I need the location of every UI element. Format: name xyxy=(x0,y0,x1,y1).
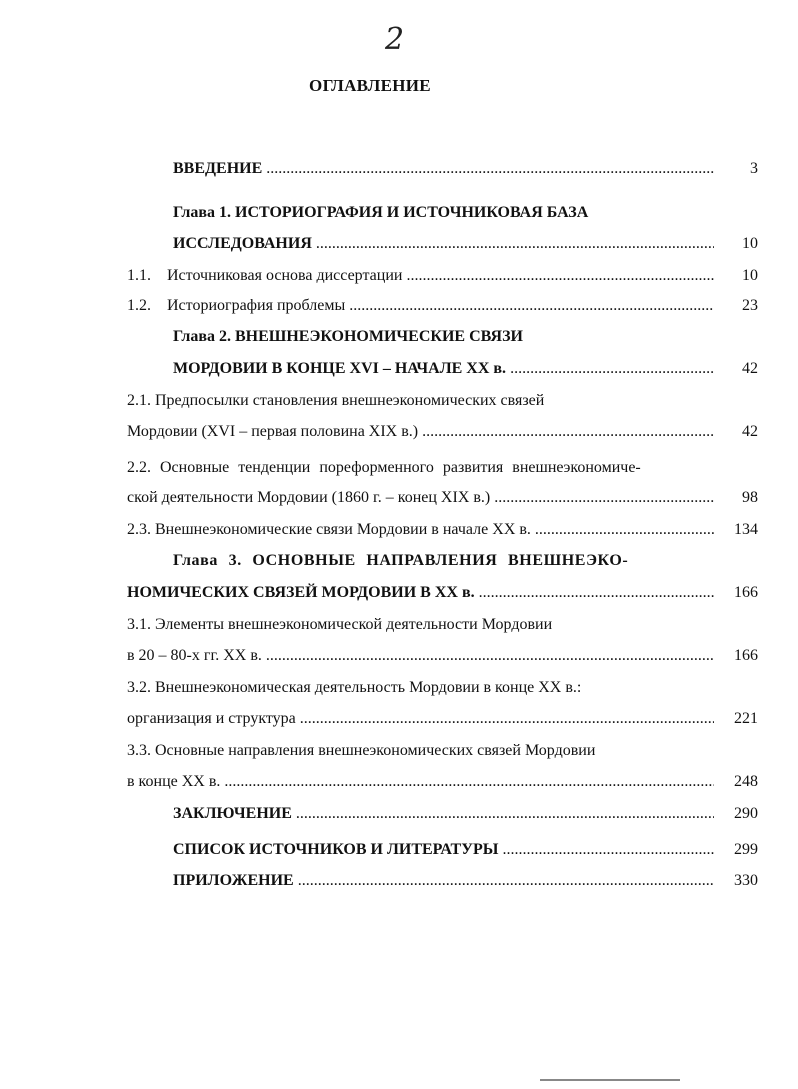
toc-entry-s22 xyxy=(127,489,758,515)
toc-s33-text1: 3.3. Основные направления внешнеэкономических связей Мордовии xyxy=(127,742,596,759)
toc-intro-label: ВВЕДЕНИЕ xyxy=(173,160,263,177)
toc-s32-text1: 3.2. Внешнеэкономическая деятельность Мордовии в конце XX в.: xyxy=(127,679,582,696)
toc-ch1-page: 10 xyxy=(742,235,758,252)
leader-dots xyxy=(406,267,714,285)
toc-entry-appendix xyxy=(173,872,758,898)
toc-s22-line1 xyxy=(127,459,708,485)
leader-dots xyxy=(224,773,714,791)
toc-entry-ch1 xyxy=(173,235,758,261)
toc-s31-page: 166 xyxy=(734,647,758,664)
toc-entry-ch2 xyxy=(173,360,758,386)
toc-ch1-line2: ИССЛЕДОВАНИЯ xyxy=(173,235,312,252)
bottom-rule xyxy=(540,1079,680,1081)
leader-dots xyxy=(300,710,714,728)
toc-appendix-label: ПРИЛОЖЕНИЕ xyxy=(173,872,294,889)
toc-intro-page: 3 xyxy=(750,160,758,177)
toc-s21-text1: 2.1. Предпосылки становления внешнеэкономических связей xyxy=(127,392,545,409)
toc-ch2-line2: МОРДОВИИ В КОНЦЕ XVI – НАЧАЛЕ XX в. xyxy=(173,360,507,377)
toc-entry-s12 xyxy=(127,297,758,323)
toc-s21-line1 xyxy=(127,392,758,418)
toc-ch3-line1: Глава 3. ОСНОВНЫЕ НАПРАВЛЕНИЯ ВНЕШНЕЭКО- xyxy=(173,552,629,569)
toc-entry-s21 xyxy=(127,423,758,449)
toc-entry-conclusion xyxy=(173,805,758,831)
toc-sources-page: 299 xyxy=(734,841,758,858)
toc-s22-text1: 2.2. Основные тенденции пореформенного развития внешнеэкономиче- xyxy=(127,459,641,476)
toc-s32-line1 xyxy=(127,679,758,705)
leader-dots xyxy=(266,647,714,665)
toc-entry-s33 xyxy=(127,773,758,799)
toc-s32-text2: организация и структура xyxy=(127,710,296,727)
page-title: ОГЛАВЛЕНИЕ xyxy=(309,76,431,95)
leader-dots xyxy=(296,805,714,823)
toc-s31-line1 xyxy=(127,616,758,642)
toc-s23-label: 2.3. Внешнеэкономические связи Мордовии в начале XX в. xyxy=(127,521,531,538)
toc-s12-label: Историография проблемы xyxy=(167,297,346,314)
leader-dots xyxy=(422,423,714,441)
toc-ch2-page: 42 xyxy=(742,360,758,377)
toc-s22-page: 98 xyxy=(742,489,758,506)
toc-entry-s23 xyxy=(127,521,758,547)
toc-chapter-3-title xyxy=(173,552,758,578)
toc-s11-page: 10 xyxy=(742,267,758,284)
toc-s12-page: 23 xyxy=(742,297,758,314)
leader-dots xyxy=(494,489,714,507)
toc-ch3-page: 166 xyxy=(734,584,758,601)
toc-conclusion-page: 290 xyxy=(734,805,758,822)
toc-conclusion-label: ЗАКЛЮЧЕНИЕ xyxy=(173,805,292,822)
toc-s22-text2: ской деятельности Мордовии (1860 г. – конец XIX в.) xyxy=(127,489,491,506)
toc-entry-s31 xyxy=(127,647,758,673)
toc-entry-ch3 xyxy=(127,584,758,610)
leader-dots xyxy=(316,235,714,253)
toc-s33-text2: в конце XX в. xyxy=(127,773,221,790)
toc-s21-page: 42 xyxy=(742,423,758,440)
toc-s31-text1: 3.1. Элементы внешнеэкономической деятельности Мордовии xyxy=(127,616,553,633)
toc-s12-num: 1.2. xyxy=(127,297,151,314)
toc-entry-s11 xyxy=(127,267,758,293)
toc-ch2-line1: Глава 2. ВНЕШНЕЭКОНОМИЧЕСКИЕ СВЯЗИ xyxy=(173,328,523,345)
toc-s11-num: 1.1. xyxy=(127,267,151,284)
leader-dots xyxy=(502,841,714,859)
toc-s31-text2: в 20 – 80-х гг. XX в. xyxy=(127,647,262,664)
leader-dots xyxy=(535,521,714,539)
toc-chapter-2-title xyxy=(173,328,758,354)
toc-entry-s32 xyxy=(127,710,758,736)
toc-s21-text2: Мордовии (XVI – первая половина XIX в.) xyxy=(127,423,419,440)
toc-s11-label: Источниковая основа диссертации xyxy=(167,267,403,284)
toc-entry-intro xyxy=(173,160,758,186)
leader-dots xyxy=(298,872,714,890)
toc-sources-label: СПИСОК ИСТОЧНИКОВ И ЛИТЕРАТУРЫ xyxy=(173,841,499,858)
leader-dots xyxy=(510,360,714,378)
toc-s32-page: 221 xyxy=(734,710,758,727)
toc-entry-sources xyxy=(173,841,758,867)
leader-dots xyxy=(479,584,714,602)
toc-ch1-line1: Глава 1. ИСТОРИОГРАФИЯ И ИСТОЧНИКОВАЯ БАЗА xyxy=(173,204,589,221)
handwritten-page-number: 2 xyxy=(385,22,405,57)
toc-appendix-page: 330 xyxy=(734,872,758,889)
leader-dots xyxy=(266,160,714,178)
toc-s33-line1 xyxy=(127,742,758,768)
toc-ch3-line2: НОМИЧЕСКИХ СВЯЗЕЙ МОРДОВИИ В XX в. xyxy=(127,584,475,601)
toc-s33-page: 248 xyxy=(734,773,758,790)
leader-dots xyxy=(349,297,714,315)
toc-chapter-1-title xyxy=(173,204,758,230)
toc-s23-page: 134 xyxy=(734,521,758,538)
